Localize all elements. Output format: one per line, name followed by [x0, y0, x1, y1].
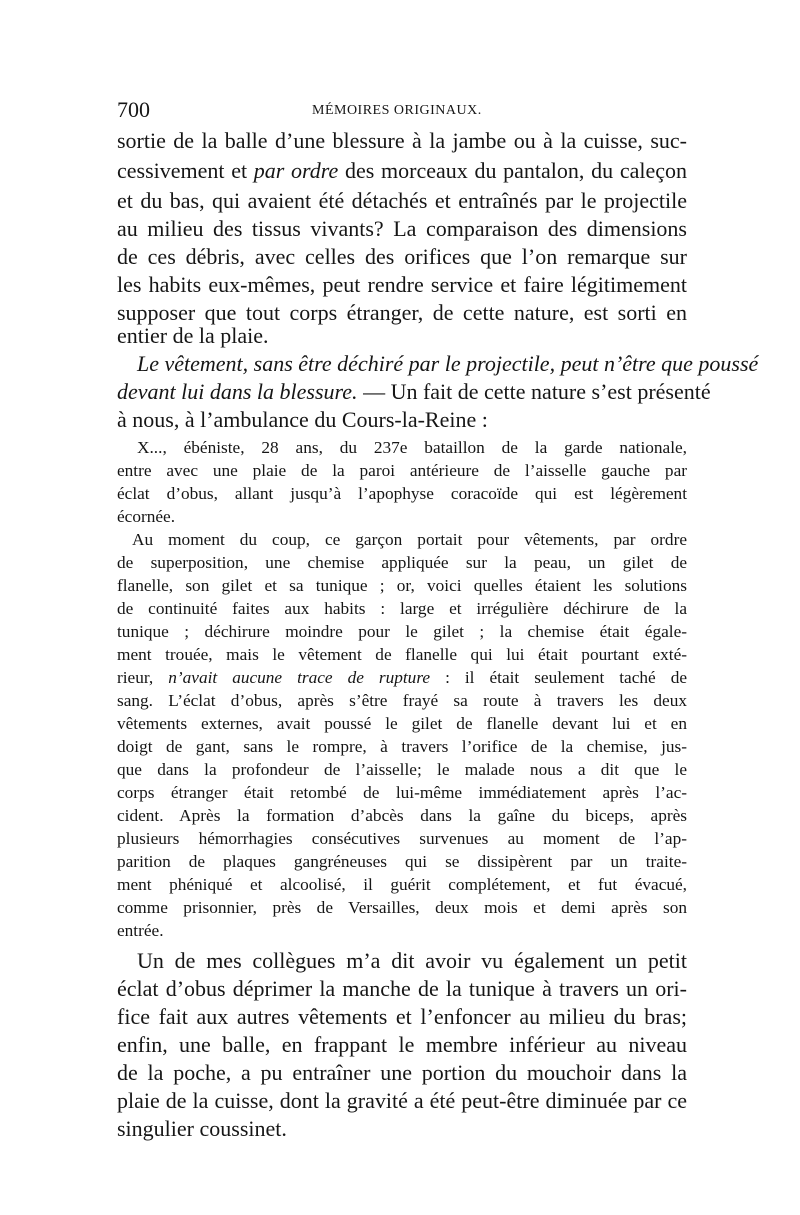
text-line: entier de la plaie.	[117, 323, 269, 348]
italic-text: par ordre	[253, 158, 339, 183]
text-line: ment phéniqué et alcoolisé, il guérit complétement, et fut évacué,	[117, 875, 687, 894]
text-line: Au moment du coup, ce garçon portait pour vêtements, par ordre	[132, 530, 687, 549]
italic-text: n’avait aucune trace de rupture	[168, 668, 431, 687]
text-line: vêtements externes, avait poussé le gilet de flanelle devant lui et en	[117, 714, 687, 733]
text-line: cident. Après la formation d’abcès dans la gaîne du biceps, après	[117, 806, 687, 825]
italic-heading-end: devant lui dans la blessure.	[117, 379, 358, 404]
running-title: MÉMOIRES ORIGINAUX.	[312, 103, 482, 118]
text-line: tunique ; déchirure moindre pour le gilet ; la chemise était égale-	[117, 622, 687, 641]
text-line: au milieu des tissus vivants? La comparaison des dimensions	[117, 216, 687, 241]
text-line: de la poche, a pu entraîner une portion du mouchoir dans la	[117, 1060, 687, 1085]
text-line: supposer que tout corps étranger, de cette nature, est sorti en	[117, 300, 687, 325]
text-line: et du bas, qui avaient été détachés et entraînés par le projectile	[117, 188, 687, 213]
text-line: X..., ébéniste, 28 ans, du 237e bataillon de la garde nationale,	[137, 438, 687, 457]
text-line: enfin, une balle, en frappant le membre inférieur au niveau	[117, 1032, 687, 1057]
text-line: singulier coussinet.	[117, 1116, 287, 1141]
text-line: de superposition, une chemise appliquée sur la peau, un gilet de	[117, 553, 687, 572]
text-line: cessivement et par ordre des morceaux du pantalon, du caleçon	[117, 158, 687, 183]
text-line: sortie de la balle d’une blessure à la jambe ou à la cuisse, suc-	[117, 128, 687, 153]
text-line: à nous, à l’ambulance du Cours-la-Reine :	[117, 407, 488, 432]
text-line: doigt de gant, sans le rompre, à travers l’orifice de la chemise, jus-	[117, 737, 687, 756]
text-line: de continuité faites aux habits : large et irrégulière déchirure de la	[117, 599, 687, 618]
text-line: écornée.	[117, 507, 176, 526]
page-number: 700	[117, 97, 150, 122]
text-line: flanelle, son gilet et sa tunique ; or, voici quelles étaient les solutions	[117, 576, 687, 595]
text-line: corps étranger était retombé de lui-même immédiatement après l’ac-	[117, 783, 687, 802]
text-line: sang. L’éclat d’obus, après s’être frayé sa route à travers les deux	[117, 691, 687, 710]
text-line: que dans la profondeur de l’aisselle; le malade nous a dit que le	[117, 760, 687, 779]
running-head	[117, 99, 687, 121]
italic-heading: Le vêtement, sans être déchiré par le projectile, peut n’être que poussé	[137, 351, 759, 376]
text-line: Un de mes collègues m’a dit avoir vu également un petit	[137, 948, 687, 973]
text-line: fice fait aux autres vêtements et l’enfoncer au milieu du bras;	[117, 1004, 687, 1029]
text-line: comme prisonnier, près de Versailles, deux mois et demi après son	[117, 898, 687, 917]
text-line: ment trouée, mais le vêtement de flanelle qui lui était pourtant exté-	[117, 645, 687, 664]
text-line: plaie de la cuisse, dont la gravité a été peut-être diminuée par ce	[117, 1088, 687, 1113]
text-line: rieur, n’avait aucune trace de rupture : il était seulement taché de	[117, 668, 688, 687]
text-line: éclat d’obus, allant jusqu’à l’apophyse coracoïde qui est légèrement	[117, 484, 687, 503]
text-line: entrée.	[117, 921, 164, 940]
text-line: plusieurs hémorrhagies consécutives survenues au moment de l’ap-	[117, 829, 687, 848]
text-line: parition de plaques gangréneuses qui se dissipèrent par un traite-	[117, 852, 687, 871]
text-line: entre avec une plaie de la paroi antérieure de l’aisselle gauche par	[117, 461, 687, 480]
text-line: devant lui dans la blessure. — Un fait de cette nature s’est présenté	[117, 379, 711, 404]
text-line: éclat d’obus déprimer la manche de la tunique à travers un ori-	[117, 976, 687, 1001]
text-line: les habits eux-mêmes, peut rendre service et faire légitimement	[117, 272, 687, 297]
text-line: de ces débris, avec celles des orifices que l’on remarque sur	[117, 244, 687, 269]
